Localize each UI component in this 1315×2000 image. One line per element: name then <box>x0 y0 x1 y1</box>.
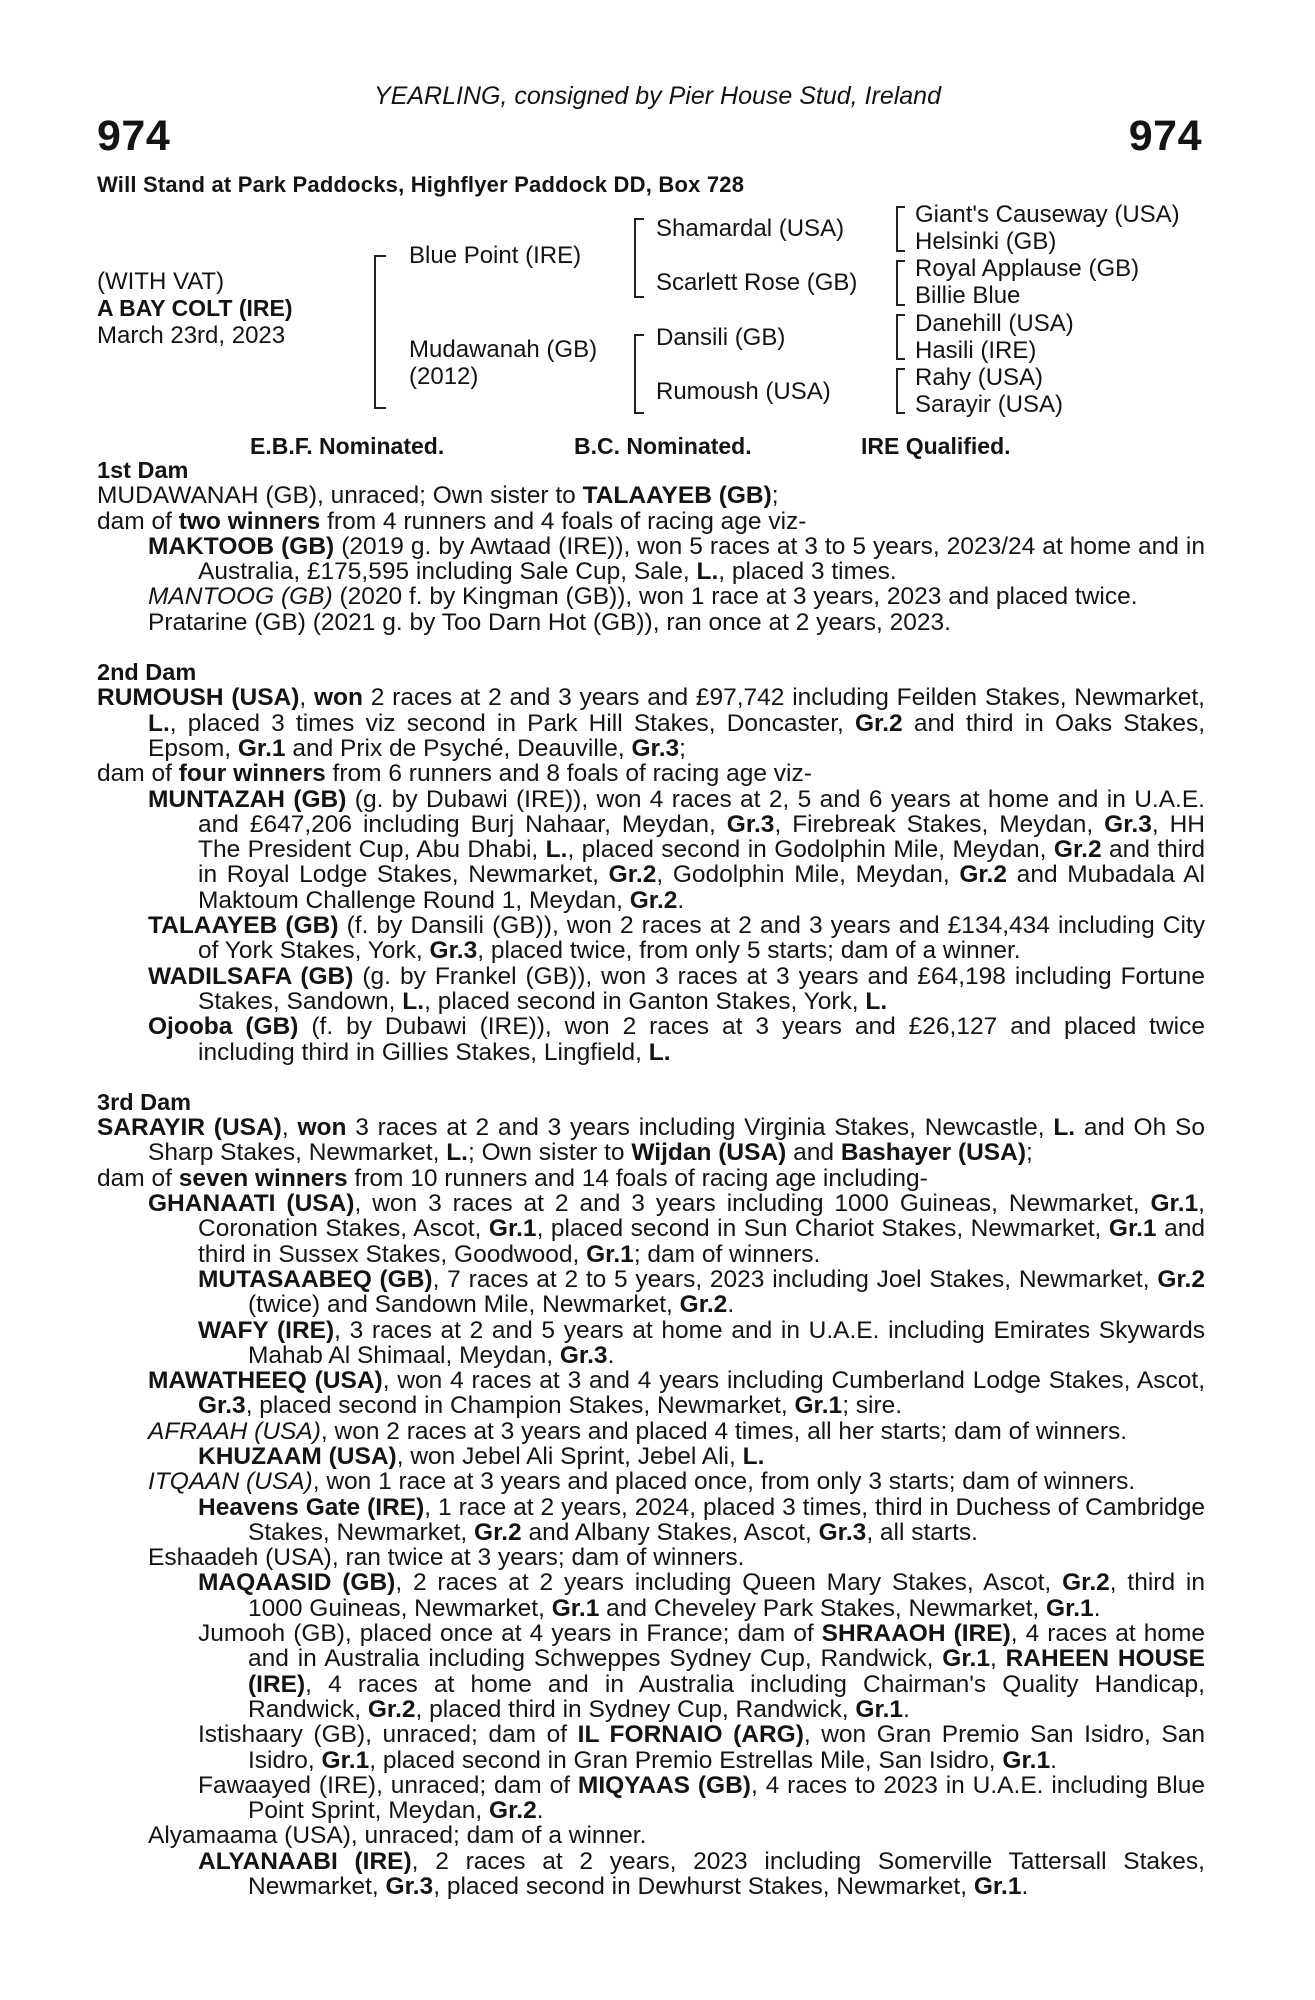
sire-dam-name: Scarlett Rose (GB) <box>656 269 858 296</box>
text-run: , 4 races at home and in Australia including Chairman's Quality Handicap, Randwick, <box>248 1670 1205 1723</box>
text-run: , placed second in Sun Chariot Stakes, Newmarket, <box>536 1215 1109 1243</box>
text-run: dam of <box>97 760 179 788</box>
text-run: from 4 runners and 4 foals of racing age viz- <box>320 507 807 535</box>
dam-name: Mudawanah (GB) <box>409 336 598 363</box>
second-dam-summary <box>97 761 1205 786</box>
bc-nomination: B.C. Nominated. <box>574 433 752 459</box>
first-dam-heading: 1st Dam <box>97 457 189 483</box>
text-run: (2020 f. by Kingman (GB)), won 1 race at 3 years, 2023 and placed twice. <box>332 583 1138 611</box>
bold-text: Bashayer (USA) <box>840 1139 1026 1167</box>
text-run: , placed third in Sydney Cup, Randwick, <box>415 1695 856 1723</box>
text-run: Jumooh (GB), placed once at 4 years in France; dam of <box>198 1620 822 1648</box>
text-run: , 4 races to 2023 in U.A.E. including Blue Point Sprint, Meydan, <box>248 1771 1205 1825</box>
vat-label: (WITH VAT) <box>97 268 225 295</box>
dam-dam-name: Rumoush (USA) <box>656 378 831 405</box>
text-run: (f. by Dansili (GB)), won 2 races at 2 and 3 years and £134,434 including City of York Stakes, York, <box>198 912 1205 965</box>
bold-text: MUNTAZAH (GB) <box>148 785 347 813</box>
text-run: , placed second in Ganton Stakes, York, <box>424 987 866 1015</box>
pedigree-brace-main <box>374 255 386 409</box>
lot-number-right: 974 <box>1128 112 1202 160</box>
text-run: and Mubadala Al Maktoum Challenge Round 1, Meydan, <box>198 861 1205 914</box>
text-run: Istishaary (GB), unraced; dam of <box>198 1721 578 1749</box>
dsd-name: Hasili (IRE) <box>915 337 1037 364</box>
text-run: MUDAWANAH (GB), unraced; Own sister to <box>97 482 583 510</box>
produce-entry <box>97 1444 1205 1469</box>
lot-number-left: 974 <box>97 112 171 160</box>
text-run: , 7 races at 2 to 5 years, 2023 including Joel Stakes, Newmarket, <box>432 1265 1158 1293</box>
bold-text: Gr.1 <box>942 1645 990 1673</box>
bold-text: Gr.3 <box>631 734 680 762</box>
bold-text: four winners <box>178 760 326 788</box>
bold-text: Gr.3 <box>818 1518 867 1546</box>
text-run: , HH The President Cup, Abu Dhabi, <box>198 810 1205 864</box>
bold-text: MAWATHEEQ (USA) <box>148 1367 383 1395</box>
text-run: , <box>281 1114 298 1142</box>
bold-text: TALAAYEB (GB) <box>148 912 339 940</box>
bold-text: Gr.2 <box>489 1797 537 1825</box>
bold-text: Heavens Gate (IRE) <box>198 1493 425 1521</box>
bold-text: WAFY (IRE) <box>198 1316 335 1344</box>
bold-text: Gr.1 <box>551 1594 600 1622</box>
text-run: (twice) and Sandown Mile, Newmarket, <box>248 1291 680 1319</box>
produce-entry <box>97 1722 1205 1773</box>
italic-text: ITQAAN (USA) <box>148 1468 313 1496</box>
produce-entry <box>97 913 1205 964</box>
bold-text: Gr.1 <box>237 734 286 762</box>
bold-text: Gr.2 <box>629 886 678 914</box>
produce-entry <box>97 1621 1205 1722</box>
text-run: ; sire. <box>842 1392 903 1420</box>
text-run: . <box>1050 1746 1057 1774</box>
text-run: ; <box>1026 1139 1033 1167</box>
bold-text: Gr.2 <box>679 1291 728 1319</box>
text-run: , Coronation Stakes, Ascot, <box>198 1190 1205 1243</box>
produce-entry <box>97 1191 1205 1267</box>
text-run: . <box>727 1291 735 1319</box>
text-run: , won Jebel Ali Sprint, Jebel Ali, <box>396 1442 743 1470</box>
dam-sire-name: Dansili (GB) <box>656 324 786 351</box>
third-dam-summary <box>97 1166 1205 1191</box>
text-run: and third in Sussex Stakes, Goodwood, <box>198 1215 1205 1268</box>
text-run: Pratarine (GB) (2021 g. by Too Darn Hot (GB)), ran once at 2 years, 2023. <box>148 608 951 636</box>
sds-name: Royal Applause (GB) <box>915 255 1140 282</box>
text-run: , third in 1000 Guineas, Newmarket, <box>248 1569 1205 1622</box>
text-run: , 3 races at 2 and 5 years at home and in U.A.E. including Emirates Skywards Mahab Al Shimaal, Meydan, <box>248 1316 1205 1369</box>
text-run: , 4 races at home and in Australia including Schweppes Sydney Cup, Randwick, <box>248 1620 1205 1673</box>
bold-text: SARAYIR (USA) <box>97 1114 282 1142</box>
first-dam-intro <box>97 483 1205 508</box>
produce-entry <box>97 787 1205 913</box>
produce-entry <box>97 1849 1205 1900</box>
ddd-name: Sarayir (USA) <box>915 391 1064 418</box>
third-dam-intro <box>97 1115 1205 1166</box>
second-dam-intro <box>97 685 1205 761</box>
text-run: Fawaayed (IRE), unraced; dam of <box>198 1771 578 1799</box>
bold-text: Gr.3 <box>429 937 478 965</box>
text-run: , won 2 races at 3 years and placed 4 times, all her starts; dam of winners. <box>320 1417 1128 1445</box>
bold-text: MUTASAABEQ (GB) <box>198 1265 433 1293</box>
text-run: , won 4 races at 3 and 4 years including Cumberland Lodge Stakes, Ascot, <box>382 1367 1205 1395</box>
text-run: , placed second in Godolphin Mile, Meydan, <box>567 836 1054 864</box>
text-run: 3 races at 2 and 3 years including Virginia Stakes, Newcastle, <box>346 1114 1054 1142</box>
sdd-name: Billie Blue <box>915 282 1021 309</box>
produce-entry <box>97 1823 1205 1848</box>
text-run: 2 races at 2 and 3 years and £97,742 including Feilden Stakes, Newmarket, <box>363 684 1205 712</box>
bold-text: Gr.2 <box>474 1518 522 1546</box>
produce-entry <box>97 1570 1205 1621</box>
text-run: ; dam of winners. <box>633 1240 821 1268</box>
bold-text: Gr.3 <box>198 1392 246 1420</box>
pedigree-brace-3c <box>896 314 905 360</box>
bold-text: SHRAAOH (IRE) <box>821 1620 1011 1648</box>
bold-text: MAQAASID (GB) <box>198 1569 396 1597</box>
produce-entry <box>97 610 1205 635</box>
italic-text: AFRAAH (USA) <box>148 1417 321 1445</box>
bold-text: Ojooba (GB) <box>148 1013 299 1041</box>
bold-text: Wijdan (USA) <box>631 1139 787 1167</box>
text-run: and third in Royal Lodge Stakes, Newmarket, <box>198 836 1205 889</box>
horse-dob: March 23rd, 2023 <box>97 322 286 349</box>
bold-text: KHUZAAM (USA) <box>198 1442 397 1470</box>
dss-name: Danehill (USA) <box>915 310 1074 337</box>
bold-text: Gr.1 <box>855 1695 904 1723</box>
sire-sire-name: Shamardal (USA) <box>656 215 845 242</box>
bold-text: Gr.1 <box>321 1746 370 1774</box>
produce-entry <box>97 1368 1205 1419</box>
bold-text: L. <box>446 1139 468 1167</box>
bold-text: Gr.1 <box>973 1873 1022 1901</box>
bold-text: Gr.1 <box>1046 1594 1094 1622</box>
bold-text: RAHEEN HOUSE (IRE) <box>248 1645 1205 1698</box>
bold-text: Gr.1 <box>488 1215 537 1243</box>
ire-qualified: IRE Qualified. <box>861 433 1011 459</box>
text-run: and Oh So Sharp Stakes, Newmarket, <box>148 1114 1205 1167</box>
bold-text: Gr.1 <box>586 1240 634 1268</box>
text-run: (2019 g. by Awtaad (IRE)), won 5 races at 3 to 5 years, 2023/24 at home and in Australia, £175,595 including Sale Cup, Sale, <box>198 532 1206 586</box>
text-run: . <box>1093 1594 1101 1622</box>
bold-text: Gr.1 <box>1108 1215 1157 1243</box>
bold-text: Gr.2 <box>1053 836 1102 864</box>
dds-name: Rahy (USA) <box>915 364 1044 391</box>
horse-name: A BAY COLT (IRE) <box>97 295 293 321</box>
bold-text: GHANAATI (USA) <box>148 1190 355 1218</box>
bold-text: L. <box>865 987 888 1015</box>
text-run: , all starts. <box>866 1518 978 1546</box>
sire-name: Blue Point (IRE) <box>409 242 582 269</box>
produce-entry <box>97 1773 1205 1824</box>
italic-text: MANTOOG (GB) <box>148 583 333 611</box>
text-run: . <box>607 1341 615 1369</box>
produce-entry <box>97 964 1205 1015</box>
pedigree-brace-3b <box>896 260 905 306</box>
text-run: and Cheveley Park Stakes, Newmarket, <box>599 1594 1047 1622</box>
text-run: ; Own sister to <box>467 1139 632 1167</box>
sss-name: Giant's Causeway (USA) <box>915 201 1180 228</box>
produce-entry <box>97 1545 1205 1570</box>
bold-text: L. <box>696 558 719 586</box>
text-run: , 1 race at 2 years, 2024, placed 3 times, third in Duchess of Cambridge Stakes, Newmarket, <box>248 1493 1205 1546</box>
bold-text: L. <box>402 987 425 1015</box>
text-run: and third in Oaks Stakes, Epsom, <box>148 709 1206 762</box>
bold-text: Gr.2 <box>1062 1569 1110 1597</box>
text-run: , placed 3 times viz second in Park Hill Stakes, Doncaster, <box>169 709 855 737</box>
bold-text: won <box>297 1114 347 1142</box>
third-dam-heading: 3rd Dam <box>97 1088 192 1115</box>
produce-entry <box>97 1014 1205 1065</box>
text-run: , placed 3 times. <box>718 558 897 586</box>
text-run: . <box>1021 1873 1029 1901</box>
text-run: , 2 races at 2 years including Queen Mary Stakes, Ascot, <box>395 1569 1063 1597</box>
produce-entry <box>97 1318 1205 1369</box>
bold-text: Gr.2 <box>1157 1265 1205 1293</box>
text-run: . <box>536 1797 544 1825</box>
text-run: from 6 runners and 8 foals of racing age viz- <box>325 760 812 788</box>
text-run: . <box>677 886 685 914</box>
text-run: Eshaadeh (USA), ran twice at 3 years; dam of winners. <box>148 1544 745 1572</box>
bold-text: Gr.2 <box>367 1695 416 1723</box>
text-run: (g. by Dubawi (IRE)), won 4 races at 2, 5 and 6 years at home and in U.A.E. and £647,206 including Burj Nahaar, Meydan, <box>198 785 1205 838</box>
bold-text: L. <box>545 836 568 864</box>
text-run: . <box>903 1695 910 1723</box>
text-run: dam of <box>97 1164 179 1192</box>
bold-text: ALYANAABI (IRE) <box>198 1847 412 1875</box>
text-run: , won Gran Premio San Isidro, San Isidro, <box>248 1721 1205 1774</box>
text-run: , <box>299 684 314 712</box>
text-run: (g. by Frankel (GB)), won 3 races at 3 years and £64,198 including Fortune Stakes, Sandown, <box>198 962 1205 1015</box>
text-run: , <box>989 1645 1006 1673</box>
text-run: from 10 runners and 14 foals of racing age including- <box>347 1164 928 1192</box>
catalogue-subtitle: YEARLING, consigned by Pier House Stud, Ireland <box>374 82 941 110</box>
text-run: (f. by Dubawi (IRE)), won 2 races at 3 years and £26,127 and placed twice including third in Gillies Stakes, Lingfield, <box>198 1013 1205 1066</box>
bold-text: L. <box>148 709 170 737</box>
text-run: , placed second in Champion Stakes, Newmarket, <box>245 1392 795 1420</box>
bold-text: MAKTOOB (GB) <box>148 532 335 560</box>
bold-text: Gr.1 <box>1150 1190 1199 1218</box>
bold-text: Gr.2 <box>608 861 657 889</box>
bold-text: Gr.1 <box>794 1392 843 1420</box>
bold-text: won <box>314 684 363 712</box>
pedigree-brace-dam <box>634 334 644 414</box>
text-run: and Prix de Psyché, Deauville, <box>285 734 632 762</box>
bold-text: MIQYAAS (GB) <box>577 1771 751 1799</box>
bold-text: Gr.3 <box>726 810 775 838</box>
text-run: , won 1 race at 3 years and placed once, from only 3 starts; dam of winners. <box>312 1468 1136 1496</box>
dam-year: (2012) <box>409 363 479 390</box>
produce-record <box>97 458 1205 1899</box>
text-run: , won 3 races at 2 and 3 years including 1000 Guineas, Newmarket, <box>354 1190 1151 1218</box>
bold-text: seven winners <box>178 1164 348 1192</box>
bold-text: Gr.2 <box>855 709 903 737</box>
pedigree-brace-sire <box>634 218 644 298</box>
produce-entry <box>97 1267 1205 1318</box>
text-run: ; <box>771 482 779 510</box>
stand-location: Will Stand at Park Paddocks, Highflyer Paddock DD, Box 728 <box>97 172 745 197</box>
bold-text: WADILSAFA (GB) <box>148 962 354 990</box>
text-run: , Godolphin Mile, Meydan, <box>656 861 960 889</box>
produce-entry <box>97 534 1205 585</box>
text-run: , Firebreak Stakes, Meydan, <box>774 810 1105 838</box>
bold-text: Gr.2 <box>959 861 1007 889</box>
pedigree-brace-3d <box>896 368 905 414</box>
produce-entry <box>97 1419 1205 1444</box>
second-dam-heading: 2nd Dam <box>97 659 197 686</box>
bold-text: L. <box>648 1038 671 1066</box>
produce-entry <box>97 584 1205 609</box>
bold-text: Gr.3 <box>559 1341 608 1369</box>
bold-text: Gr.1 <box>1002 1746 1051 1774</box>
first-dam-summary <box>97 509 1205 534</box>
bold-text: L. <box>1053 1114 1076 1142</box>
bold-text: RUMOUSH (USA) <box>97 684 300 712</box>
text-run: , placed twice, from only 5 starts; dam of a winner. <box>477 937 1021 965</box>
bold-text: two winners <box>178 507 321 535</box>
bold-text: Gr.3 <box>385 1873 434 1901</box>
ssd-name: Helsinki (GB) <box>915 228 1057 255</box>
text-run: dam of <box>97 507 179 535</box>
text-run: Alyamaama (USA), unraced; dam of a winner. <box>148 1822 647 1850</box>
produce-entry <box>97 1495 1205 1546</box>
bold-text: L. <box>742 1442 765 1470</box>
text-run: and <box>786 1139 841 1167</box>
text-run: , 2 races at 2 years, 2023 including Somerville Tattersall Stakes, Newmarket, <box>248 1847 1205 1901</box>
text-run: ; <box>679 734 686 762</box>
bold-text: TALAAYEB (GB) <box>582 482 772 510</box>
text-run: , placed second in Dewhurst Stakes, Newmarket, <box>433 1873 974 1901</box>
produce-entry <box>97 1469 1205 1494</box>
bold-text: IL FORNAIO (ARG) <box>577 1721 804 1749</box>
ebf-nomination: E.B.F. Nominated. <box>250 433 445 459</box>
text-run: , placed second in Gran Premio Estrellas Mile, San Isidro, <box>369 1746 1003 1774</box>
pedigree-brace-3a <box>896 206 905 252</box>
bold-text: Gr.3 <box>1104 810 1152 838</box>
text-run: and Albany Stakes, Ascot, <box>521 1518 819 1546</box>
